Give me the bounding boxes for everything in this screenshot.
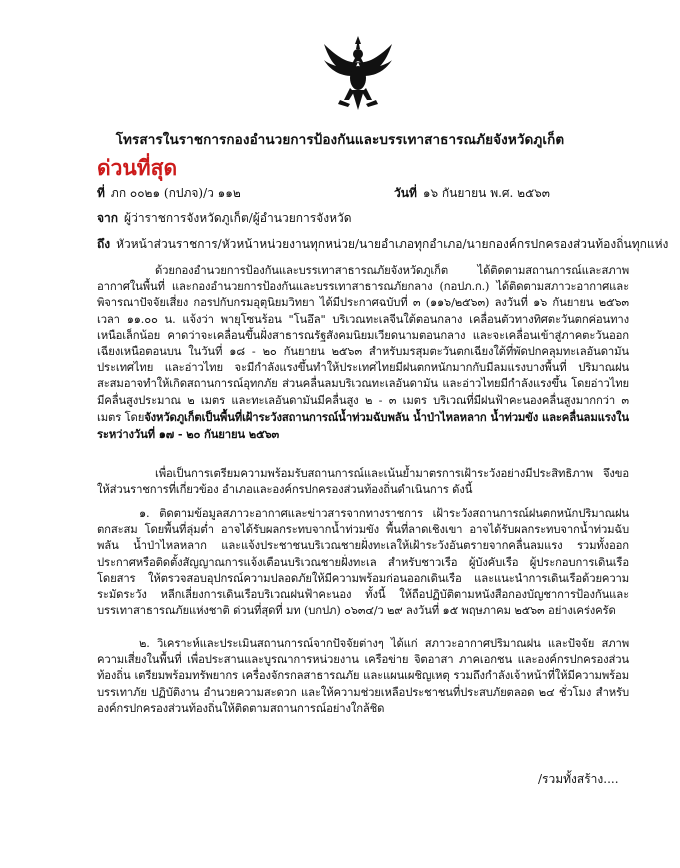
date-value: ๑๖ กันยายน พ.ศ. ๒๕๖๓ xyxy=(422,186,550,200)
reference-label: ที่ xyxy=(97,186,105,200)
to-label: ถึง xyxy=(97,237,111,251)
document-date xyxy=(394,184,550,203)
paragraph-situation-text: ด้วยกองอำนวยการป้องกันและบรรเทาสาธารณภัยจังหวัดภูเก็ต ได้ติดตามสถานการณ์และสภาพอากาศในพื้นที่ และกองอำนวยการป้องกันและบรรเทาสาธารณภัยกลาง (กอปภ.ก.) ได้ติดตามสภาวะอากาศและพิจารณาปัจจัยเสี่ยง กอรปกับกรมอุตุนิยมวิทยา ได้มีประกาศฉบับที่ ๓ (๑๑๖/๒๕๖๓) ลงวันที่ ๑๖ กันยายน ๒๕๖๓ เวลา ๑๑.๐๐ น. แจ้งว่า พายุโซนร้อน "โนอึล" บริเวณทะเลจีนใต้ตอนกลาง เคลื่อนตัวทางทิศตะวันตกค่อนทางเหนือเล็กน้อย คาดว่าจะเคลื่อนขึ้นฝั่งสาธารณรัฐสังคมนิยมเวียดนามตอนกลาง และจะเคลื่อนเข้าสู่ภาคตะวันออกเฉียงเหนือตอนบน ในวันที่ ๑๘ - ๒๐ กันยายน ๒๕๖๓ สำหรับมรสุมตะวันตกเฉียงใต้ที่พัดปกคลุมทะเลอันดามัน ประเทศไทย และอ่าวไทย จะมีกำลังแรงขึ้นทำให้ประเทศไทยมีฝนตกหนักมากกับมีลมแรงบางพื้นที่ ปริมาณฝนสะสมอาจทำให้เกิดสถานการณ์อุทกภัย ส่วนคลื่นลมบริเวณทะเลอันดามัน และอ่าวไทยมีกำลังแรงขึ้น โดยอ่าวไทยมีคลื่นสูงประมาณ ๒ เมตร และทะเลอันดามันมีคลื่นสูง ๒ - ๓ เมตร บริเวณที่มีฝนฟ้าคะนองคลื่นสูงมากกว่า ๓ เมตร โดย xyxy=(97,264,629,424)
document-header: โทรสารในราชการกองอำนวยการป้องกันและบรรเทาสาธารณภัยจังหวัดภูเก็ต xyxy=(115,132,565,148)
recipient xyxy=(97,235,668,254)
reference-value: ภก ๐๐๒๑ (กปภจ)/ว ๑๑๒ xyxy=(110,186,241,200)
sender xyxy=(97,209,352,228)
to-value: หัวหน้าส่วนราชการ/หัวหน้าหน่วยงานทุกหน่วย/นายอำเภอทุกอำเภอ/นายกองค์กรปกครองส่วนท้องถิ่นทุกแห่ง xyxy=(116,237,669,251)
paragraph-situation-emphasis: จังหวัดภูเก็ตเป็นพื้นที่เฝ้าระวังสถานการณ์น้ำท่วมฉับพลัน น้ำป่าไหลหลาก น้ำท่วมขัง และคลื่นลมแรงในระหว่างวันที่ ๑๗ - ๒๐ กันยายน ๒๕๖๓ xyxy=(97,409,629,442)
paragraph-instructions: เพื่อเป็นการเตรียมความพร้อมรับสถานการณ์และเน้นย้ำมาตรการเฝ้าระวังอย่างมีประสิทธิภาพ จึงขอให้ส่วนราชการที่เกี่ยวข้อง อำเภอและองค์กรปกครองส่วนท้องถิ่นดำเนินการ ดังนี้ xyxy=(97,467,629,497)
date-label: วันที่ xyxy=(394,186,417,200)
instruction-item-1: ๑. ติดตามข้อมูลสภาวะอากาศและข่าวสารจากทางราชการ เฝ้าระวังสถานการณ์ฝนตกหนักปริมาณฝนตกสะสม โดยพื้นที่ลุ่มต่ำ อาจได้รับผลกระทบจากน้ำท่วมขัง พื้นที่ลาดเชิงเขา อาจได้รับผลกระทบจากน้ำท่วมฉับพลัน น้ำป่าไหลหลาก และแจ้งประชาชนบริเวณชายฝั่งทะเลให้เฝ้าระวังอันตรายจากคลื่นลมแรง รวมทั้งออกประกาศหรือติดตั้งสัญญาณการแจ้งเตือนบริเวณชายฝั่งทะเล สำหรับชาวเรือ ผู้บังคับเรือ ผู้ประกอบการเดินเรือโดยสาร ให้ตรวจสอบอุปกรณ์ความปลอดภัยให้มีความพร้อมก่อนออกเดินเรือ และแนะนำการเดินเรือด้วยความระมัดระวัง หลีกเลี่ยงการเดินเรือบริเวณฝนฟ้าคะนอง ทั้งนี้ ให้ถือปฏิบัติตามหนังสือกองบัญชาการป้องกันและบรรเทาสาธารณภัยแห่งชาติ ด่วนที่สุดที่ มท (บกปภ) ๐๖๓๔/ว ๒๙ ลงวันที่ ๑๕ พฤษภาคม ๒๕๖๓ อย่างเคร่งครัด xyxy=(97,507,629,618)
continued-marker: /รวมทั้งสร้าง.... xyxy=(538,772,619,786)
reference-number xyxy=(97,184,241,203)
paragraph-situation xyxy=(97,263,629,443)
instruction-item-2: ๒. วิเคราะห์และประเมินสถานการณ์จากปัจจัยต่างๆ ได้แก่ สภาวะอากาศปริมาณฝน และปัจจัย สภาพความเสี่ยงในพื้นที่ เพื่อประสานและบูรณาการหน่วยงาน เครือข่าย จิตอาสา ภาคเอกชน และองค์กรปกครองส่วนท้องถิ่น เตรียมพร้อมทรัพยากร เครื่องจักรกลสาธารณภัย และแผนเผชิญเหตุ รวมถึงกำลังเจ้าหน้าที่ให้มีความพร้อมบรรเทาภัย ปฏิบัติงาน อำนวยความสะดวก และให้ความช่วยเหลือประชาชนที่ประสบภัยตลอด ๒๔ ชั่วโมง สำหรับองค์กรปกครองส่วนท้องถิ่นให้ติดตามสถานการณ์อย่างใกล้ชิด xyxy=(97,637,629,715)
from-value: ผู้ว่าราชการจังหวัดภูเก็ต/ผู้อำนวยการจังหวัด xyxy=(124,211,352,225)
garuda-emblem-icon xyxy=(322,34,394,114)
urgency-label: ด่วนที่สุด xyxy=(97,155,178,180)
from-label: จาก xyxy=(97,211,119,225)
